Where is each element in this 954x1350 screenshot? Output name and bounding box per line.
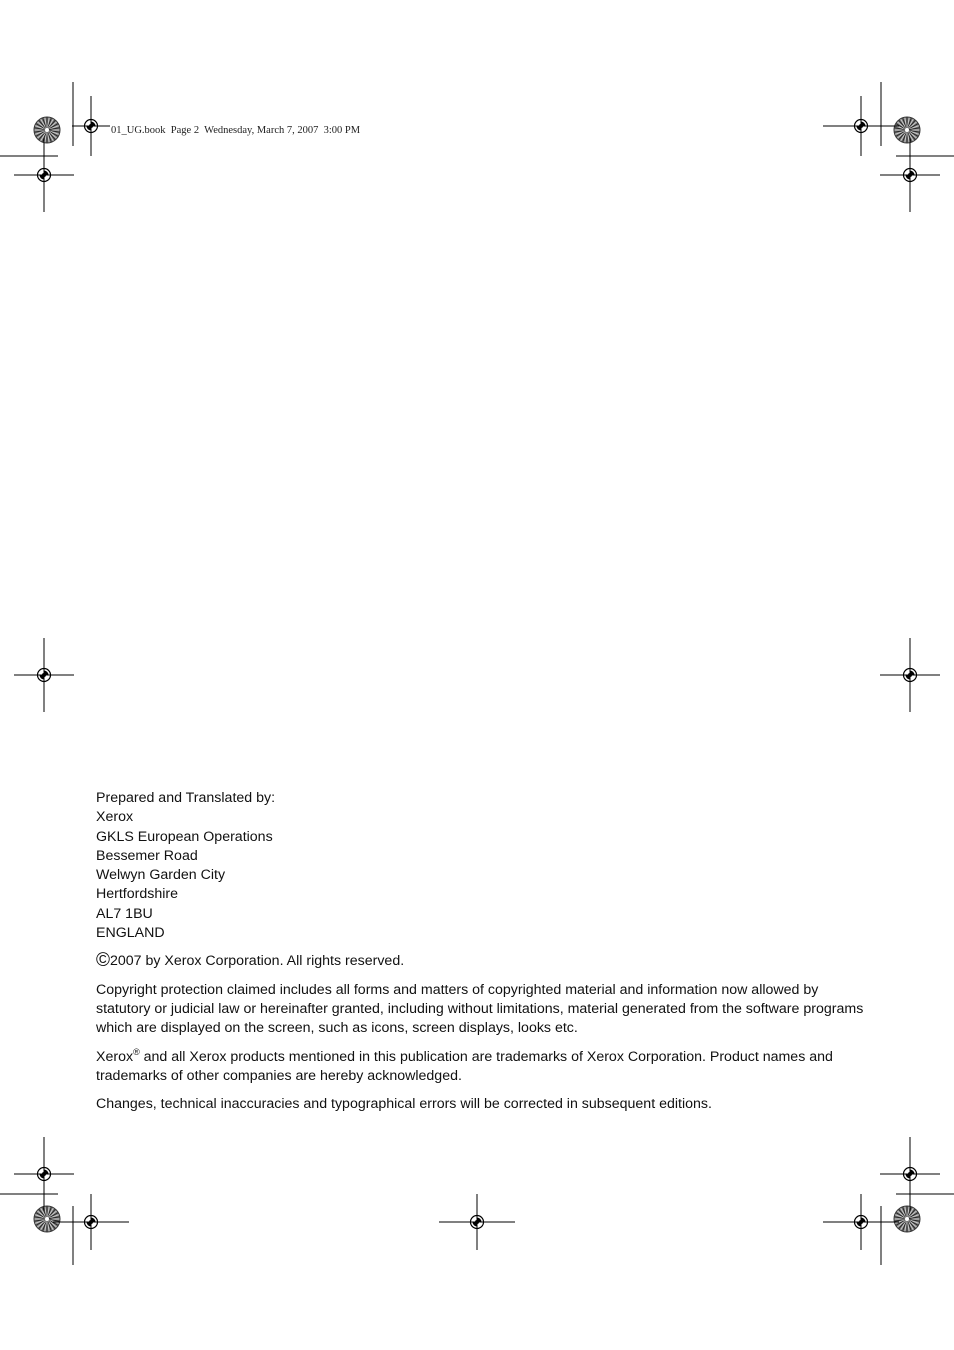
registered-symbol: ® [133, 1046, 140, 1057]
address-line: GKLS European Operations [96, 828, 273, 845]
registration-mark [72, 96, 110, 156]
registration-mark [880, 638, 940, 712]
registration-mark [880, 1137, 940, 1211]
address-line: Bessemer Road [96, 847, 198, 864]
trademark-brand: Xerox [96, 1048, 134, 1065]
print-slug: 01_UG.book Page 2 Wednesday, March 7, 2007 3:00 PM [111, 125, 361, 136]
changes-paragraph: Changes, technical inaccuracies and typographical errors will be corrected in subsequent editions. [96, 1096, 712, 1113]
registration-mark [823, 1194, 899, 1250]
copyright-text: 2007 by Xerox Corporation. All rights reserved. [110, 953, 405, 970]
address-line: Welwyn Garden City [96, 867, 226, 884]
registration-mark [880, 138, 940, 212]
registration-mark [14, 1137, 74, 1211]
trademark-paragraph [96, 1048, 866, 1087]
registration-mark [14, 138, 74, 212]
address-line: AL7 1BU [96, 905, 153, 922]
trademark-text: and all Xerox products mentioned in this publication are trademarks of Xerox Corporation. Product names and trademarks of other companies are hereby acknowledged. [96, 1048, 833, 1084]
starburst-target-icon [894, 117, 920, 143]
address-line: Xerox [96, 809, 134, 826]
starburst-target-icon [894, 1206, 920, 1232]
registration-mark [53, 1194, 129, 1250]
address-line: Hertfordshire [96, 886, 179, 903]
starburst-target-icon [34, 1206, 60, 1232]
address-line: ENGLAND [96, 925, 165, 942]
registration-mark [439, 1194, 515, 1250]
registration-mark [14, 638, 74, 712]
copyright-line [96, 952, 866, 971]
address-line: Prepared and Translated by: [96, 790, 276, 806]
copyright-symbol: © [96, 950, 110, 972]
address-block [96, 789, 866, 943]
protection-paragraph: Copyright protection claimed includes all forms and matters of copyrighted material and information now allowed by statutory or judicial law or hereinafter granted, including without limitations, material generated from the software programs which are displayed on the screen, such as icons, screen displays, looks etc. [96, 981, 864, 1037]
colophon [96, 789, 866, 1114]
registration-mark [823, 96, 899, 156]
starburst-target-icon [34, 117, 60, 143]
